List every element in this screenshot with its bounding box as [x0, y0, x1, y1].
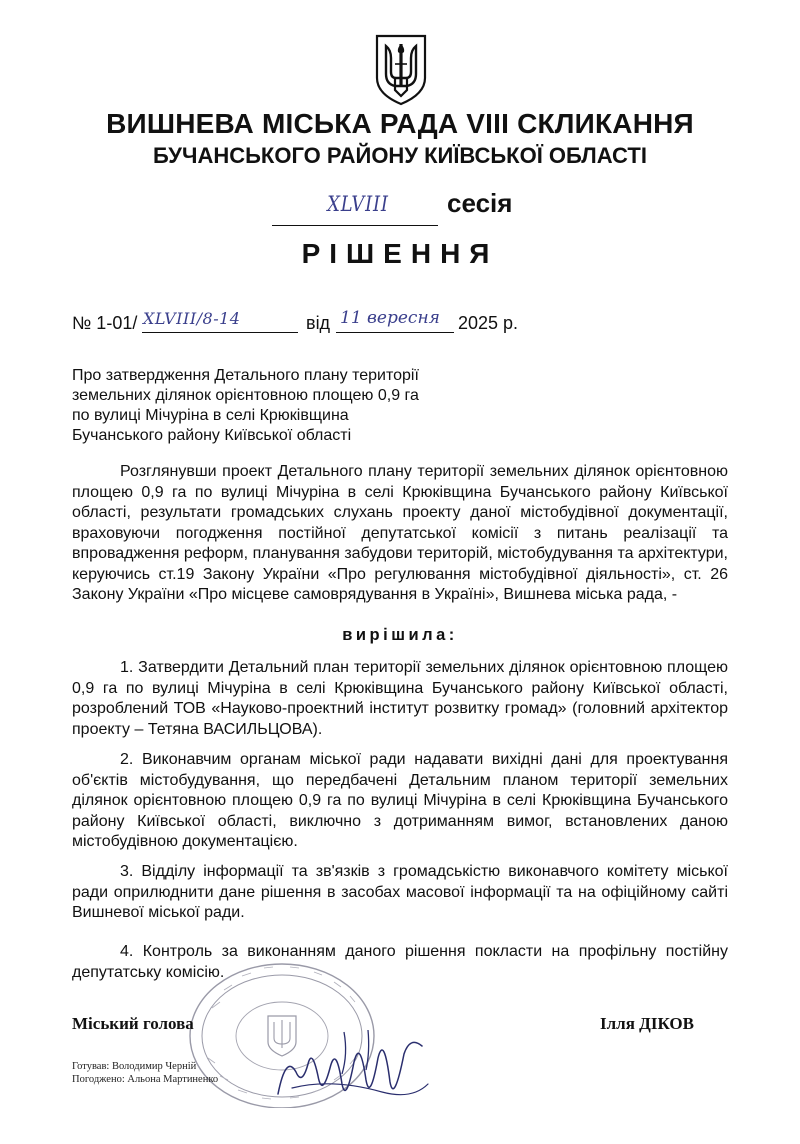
- preamble-paragraph: Розглянувши проект Детального плану території земельних ділянок орієнтовною площею 0,9 га по вулиці Мічуріна в селі Крюківщина Бучанського району Київської області, результати громадських слухань проекту даної містобудівної документації, враховуючи погодження постійної депутатської комісії з питань реалізації та впровадження реформ, планування забудови територій, містобудування та архітектури, керуючись ст.19 Закону України «Про регулювання містобудівної діяльності», ст. 26 Закону України «Про місцеве самоврядування в Україні», Вишнева міська рада, -: [72, 463, 728, 603]
- district-name: БУЧАНСЬКОГО РАЙОНУ КИЇВСЬКОЇ ОБЛАСТІ: [153, 143, 647, 168]
- decision-year: 2025 р.: [458, 313, 519, 333]
- signatory-title: Міський голова: [72, 1014, 194, 1033]
- decision-subject: [72, 366, 452, 446]
- signatory-name: Ілля ДІКОВ: [600, 1014, 694, 1033]
- prepared-by-line: Готував: Володимир Черній: [72, 1061, 197, 1072]
- decision-item-4: 4. Контроль за виконанням даного рішення покласти на профільну постійну депутатську комісію.: [72, 943, 728, 981]
- subject-line: по вулиці Мічуріна в селі Крюківщина: [72, 407, 349, 424]
- decision-item-1: 1. Затвердити Детальний план території земельних ділянок орієнтовною площею 0,9 га по вулиці Мічуріна в селі Крюківщина Бучанського району Київської області, розроблений ТОВ «Науково-проектний інститут розвитку громад» (головний архітектор проекту – Тетяна ВАСИЛЬЦОВА).: [72, 659, 728, 738]
- council-name: ВИШНЕВА МІСЬКА РАДА VIII СКЛИКАННЯ: [106, 108, 694, 139]
- session-label: сесія: [447, 188, 513, 218]
- decision-item-3: 3. Відділу інформації та зв'язків з громадськістю виконавчого комітету міської ради оприлюднити дане рішення в засобах масової інформації та на офіційному сайті Вишневої міської ради.: [72, 863, 728, 921]
- decision-title: РІШЕННЯ: [301, 238, 499, 269]
- prepared-by-block: [72, 1060, 218, 1086]
- decision-item-2: 2. Виконавчим органам міської ради надавати вихідні дані для проектування об'єктів містобудування, що передбачені Детальним планом території земельних ділянок орієнтовною площею 0,9 га по вулиці Мічуріна в селі Крюківщина Бучанського району Київської області, виключно з дотриманням вимог, встановлених даною містобудівною документацією.: [72, 751, 728, 850]
- subject-line: Бучанського району Київської області: [72, 427, 352, 444]
- decision-date-handwritten: 11 вересня: [340, 308, 440, 328]
- decision-number-prefix: № 1-01/: [72, 313, 138, 333]
- resolved-heading: вирішила:: [342, 626, 458, 644]
- subject-line: Про затвердження Детального плану території: [72, 367, 419, 384]
- subject-line: земельних ділянок орієнтовною площею 0,9 га: [72, 387, 419, 404]
- handwritten-signature: [272, 1024, 432, 1116]
- approved-by-line: Погоджено: Альона Мартиненко: [72, 1074, 219, 1085]
- ukraine-trident-emblem-icon: [373, 34, 429, 106]
- session-number-handwritten: XLVIII: [327, 192, 389, 216]
- decision-number-handwritten: XLVIII/8-14: [143, 309, 241, 328]
- decision-date-prefix: від: [306, 313, 331, 333]
